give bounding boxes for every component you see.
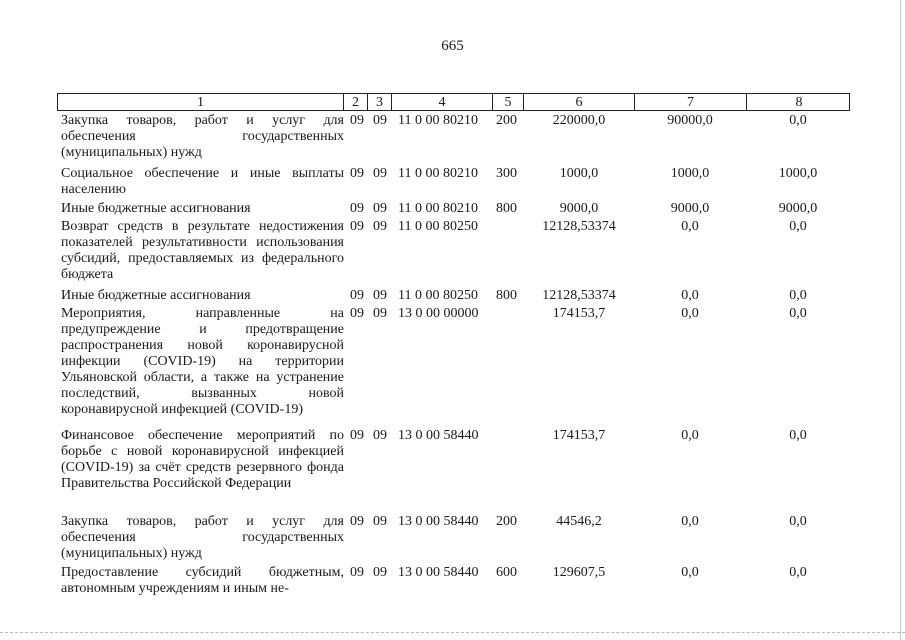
section-code: 09 (350, 113, 364, 128)
amount-col-6: 44546,2 (556, 514, 602, 529)
column-header: 4 (392, 94, 493, 110)
row-description: Мероприятия, направленные на предупреждение и предотвращение распространения новой коронавирусной инфекции (COVID-19) на территории Ульяновской области, а также на устранение последствий, вызванных новой коронавирусной инфекцией (COVID-19) (61, 306, 344, 417)
amount-col-7: 0,0 (681, 428, 699, 443)
section-code: 09 (350, 514, 364, 529)
page-number: 665 (441, 38, 464, 54)
expense-type-code: 800 (496, 201, 517, 216)
target-article-code: 11 0 00 80210 (398, 113, 478, 128)
amount-col-7: 0,0 (681, 306, 699, 321)
target-article-code: 11 0 00 80250 (398, 288, 478, 303)
amount-col-6: 220000,0 (552, 113, 606, 128)
amount-col-7: 0,0 (681, 288, 699, 303)
subsection-code: 09 (373, 514, 387, 529)
amount-col-7: 9000,0 (670, 201, 710, 216)
section-code: 09 (350, 219, 364, 234)
amount-col-8: 9000,0 (778, 201, 818, 216)
amount-col-6: 9000,0 (559, 201, 599, 216)
target-article-code: 11 0 00 80210 (398, 166, 478, 181)
row-description: Финансовое обеспечение мероприятий по борьбе с новой коронавирусной инфекцией (COVID-19) за счёт средств резервного фонда Правительства Российской Федерации (61, 428, 344, 491)
target-article-code: 11 0 00 80210 (398, 201, 478, 216)
subsection-code: 09 (373, 428, 387, 443)
row-description: Предоставление субсидий бюджетным, автономным учреждениям и иным не- (61, 565, 344, 596)
amount-col-7: 0,0 (681, 565, 699, 580)
amount-col-8: 0,0 (789, 219, 807, 234)
amount-col-8: 1000,0 (778, 166, 818, 181)
subsection-code: 09 (373, 201, 387, 216)
section-code: 09 (350, 166, 364, 181)
amount-col-8: 0,0 (789, 288, 807, 303)
column-header: 2 (344, 94, 368, 110)
amount-col-8: 0,0 (789, 113, 807, 128)
amount-col-6: 174153,7 (552, 306, 606, 321)
amount-col-8: 0,0 (789, 514, 807, 529)
amount-col-6: 1000,0 (559, 166, 599, 181)
column-header: 1 (58, 94, 344, 110)
scan-edge-line (0, 632, 905, 634)
amount-col-7: 0,0 (681, 514, 699, 529)
section-code: 09 (350, 428, 364, 443)
row-description: Иные бюджетные ассигнования (61, 201, 251, 216)
amount-col-7: 90000,0 (667, 113, 713, 128)
section-code: 09 (350, 306, 364, 321)
target-article-code: 13 0 00 58440 (398, 428, 479, 443)
row-description: Возврат средств в результате недостижения показателей результативности использования субсидий, предоставляемых из федерального бюджета (61, 219, 344, 282)
column-header: 3 (368, 94, 392, 110)
target-article-code: 13 0 00 00000 (398, 306, 479, 321)
row-description: Иные бюджетные ассигнования (61, 288, 251, 303)
amount-col-7: 0,0 (681, 219, 699, 234)
expense-type-code: 600 (496, 565, 517, 580)
amount-col-8: 0,0 (789, 428, 807, 443)
subsection-code: 09 (373, 565, 387, 580)
amount-col-8: 0,0 (789, 306, 807, 321)
subsection-code: 09 (373, 288, 387, 303)
expense-type-code: 300 (496, 166, 517, 181)
target-article-code: 11 0 00 80250 (398, 219, 478, 234)
column-header: 6 (524, 94, 635, 110)
table-header (57, 93, 850, 111)
section-code: 09 (350, 201, 364, 216)
column-header: 7 (635, 94, 747, 110)
subsection-code: 09 (373, 306, 387, 321)
amount-col-6: 12128,53374 (542, 219, 616, 234)
column-header: 8 (795, 95, 803, 110)
section-code: 09 (350, 288, 364, 303)
expense-type-code: 200 (496, 514, 517, 529)
target-article-code: 13 0 00 58440 (398, 565, 479, 580)
target-article-code: 13 0 00 58440 (398, 514, 479, 529)
amount-col-6: 129607,5 (552, 565, 606, 580)
subsection-code: 09 (373, 219, 387, 234)
section-code: 09 (350, 565, 364, 580)
amount-col-6: 174153,7 (552, 428, 606, 443)
row-description: Социальное обеспечение и иные выплаты населению (61, 166, 344, 197)
scan-edge-line (900, 0, 901, 640)
expense-type-code: 200 (496, 113, 517, 128)
row-description: Закупка товаров, работ и услуг для обеспечения государственных (муниципальных) нужд (61, 514, 344, 561)
amount-col-7: 1000,0 (670, 166, 710, 181)
subsection-code: 09 (373, 166, 387, 181)
subsection-code: 09 (373, 113, 387, 128)
row-description: Закупка товаров, работ и услуг для обеспечения государственных (муниципальных) нужд (61, 113, 344, 160)
amount-col-8: 0,0 (789, 565, 807, 580)
column-header: 5 (493, 94, 524, 110)
amount-col-6: 12128,53374 (542, 288, 616, 303)
expense-type-code: 800 (496, 288, 517, 303)
